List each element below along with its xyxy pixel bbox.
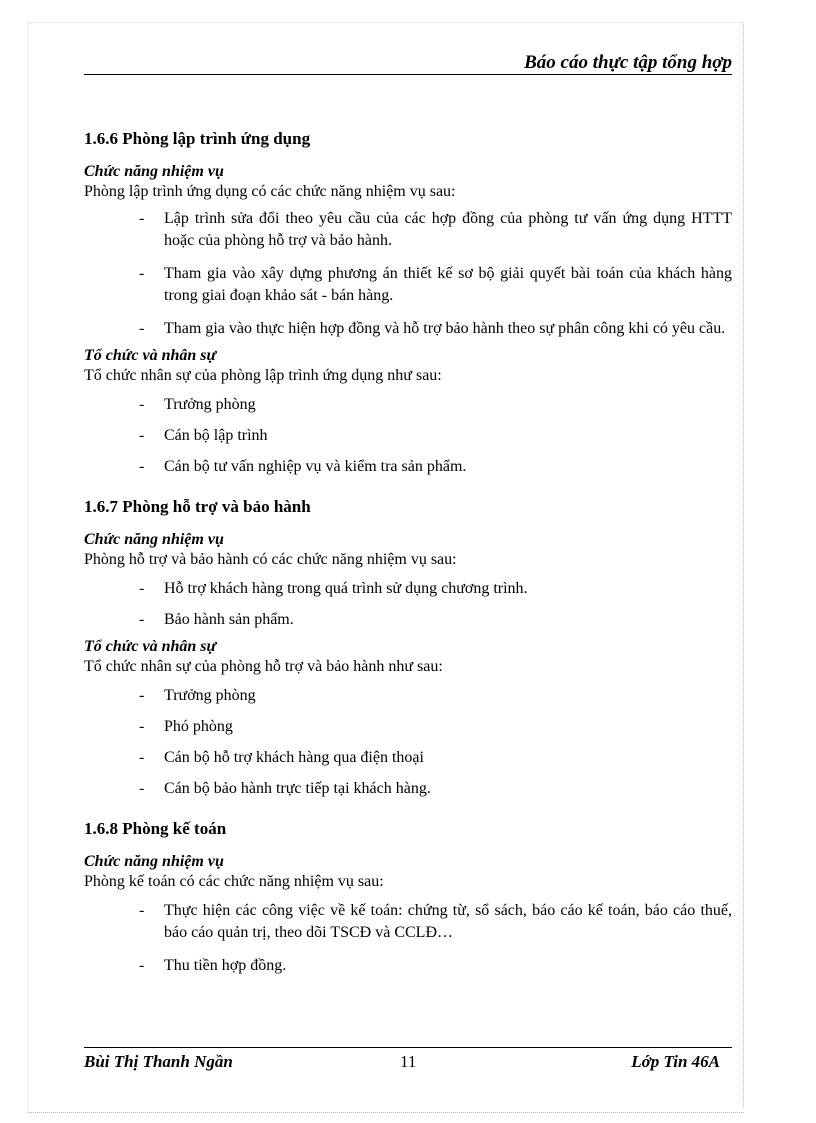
- page-header: [84, 50, 732, 75]
- list-item: [84, 456, 732, 478]
- footer-class: Lớp Tin 46A: [631, 1052, 720, 1071]
- footer-divider: [84, 1047, 732, 1048]
- list-item-text: Trưởng phòng: [164, 396, 256, 413]
- list-item: [84, 685, 732, 707]
- dash-bullet: -: [139, 580, 145, 597]
- list-item-text: Cán bộ hỗ trợ khách hàng qua điện thoại: [164, 749, 424, 766]
- list-item: [84, 778, 732, 800]
- list-item: [84, 208, 732, 252]
- dash-bullet: -: [139, 265, 145, 282]
- list-item: [84, 394, 732, 416]
- function-list: [84, 208, 732, 340]
- dash-bullet: -: [139, 902, 145, 919]
- dash-bullet: -: [139, 611, 145, 628]
- dash-bullet: -: [139, 427, 145, 444]
- page-border-right: [743, 22, 747, 1107]
- function-intro: Phòng kế toán có các chức năng nhiệm vụ sau:: [84, 873, 384, 890]
- dash-bullet: -: [139, 687, 145, 704]
- list-item-text: Thực hiện các công việc về kế toán: chứng từ, sổ sách, báo cáo kế toán, báo cáo thuế, báo cáo quản trị, theo dõi TSCĐ và CCLĐ…: [164, 902, 732, 941]
- list-item-text: Cán bộ tư vấn nghiệp vụ và kiểm tra sản phẩm.: [164, 458, 467, 475]
- dash-bullet: -: [139, 957, 145, 974]
- page-footer: [84, 1052, 732, 1076]
- page-border-left: [28, 22, 29, 1112]
- section-1-6-6: [84, 128, 732, 478]
- function-heading: Chức năng nhiệm vụ: [84, 531, 224, 548]
- list-item-text: Hỗ trợ khách hàng trong quá trình sử dụng chương trình.: [164, 580, 528, 597]
- page-border-top: [28, 22, 744, 23]
- header-title: Báo cáo thực tập tổng hợp: [524, 52, 732, 73]
- section-heading: 1.6.7 Phòng hỗ trợ và bảo hành: [84, 497, 311, 516]
- org-list: [84, 685, 732, 800]
- list-item: [84, 609, 732, 631]
- list-item: [84, 318, 732, 340]
- list-item-text: Thu tiền hợp đồng.: [164, 957, 287, 974]
- function-list: [84, 578, 732, 631]
- list-item: [84, 747, 732, 769]
- section-heading: 1.6.6 Phòng lập trình ứng dụng: [84, 129, 311, 148]
- section-heading: 1.6.8 Phòng kế toán: [84, 819, 227, 838]
- dash-bullet: -: [139, 749, 145, 766]
- org-heading: Tổ chức và nhân sự: [84, 347, 217, 364]
- list-item-text: Tham gia vào xây dựng phương án thiết kế sơ bộ giải quyết bài toán của khách hàng trong giai đoạn khảo sát - bán hàng.: [164, 265, 732, 304]
- function-list: [84, 900, 732, 977]
- org-list: [84, 394, 732, 478]
- function-intro: Phòng hỗ trợ và bảo hành có các chức năng nhiệm vụ sau:: [84, 551, 457, 568]
- dash-bullet: -: [139, 396, 145, 413]
- list-item: [84, 900, 732, 944]
- list-item: [84, 425, 732, 447]
- function-intro: Phòng lập trình ứng dụng có các chức năng nhiệm vụ sau:: [84, 183, 456, 200]
- function-heading: Chức năng nhiệm vụ: [84, 853, 224, 870]
- page-number: 11: [400, 1052, 417, 1071]
- org-intro: Tổ chức nhân sự của phòng lập trình ứng dụng như sau:: [84, 367, 442, 384]
- dash-bullet: -: [139, 718, 145, 735]
- org-heading: Tổ chức và nhân sự: [84, 638, 217, 655]
- dash-bullet: -: [139, 320, 145, 337]
- dash-bullet: -: [139, 780, 145, 797]
- dash-bullet: -: [139, 210, 145, 227]
- section-1-6-7: [84, 496, 732, 800]
- document-body: [84, 128, 732, 988]
- list-item: [84, 578, 732, 600]
- list-item-text: Cán bộ lập trình: [164, 427, 268, 444]
- page-border-bottom: [28, 1112, 744, 1115]
- function-heading: Chức năng nhiệm vụ: [84, 163, 224, 180]
- footer-author: Bùi Thị Thanh Ngần: [84, 1052, 233, 1071]
- list-item-text: Tham gia vào thực hiện hợp đồng và hỗ trợ bảo hành theo sự phân công khi có yêu cầu.: [164, 320, 726, 337]
- dash-bullet: -: [139, 458, 145, 475]
- org-intro: Tổ chức nhân sự của phòng hỗ trợ và bảo hành như sau:: [84, 658, 443, 675]
- list-item-text: Lập trình sửa đổi theo yêu cầu của các hợp đồng của phòng tư vấn ứng dụng HTTT hoặc của phòng hỗ trợ và bảo hành.: [164, 210, 732, 249]
- list-item: [84, 716, 732, 738]
- list-item-text: Cán bộ bảo hành trực tiếp tại khách hàng.: [164, 780, 431, 797]
- list-item: [84, 955, 732, 977]
- list-item-text: Bảo hành sản phẩm.: [164, 611, 294, 628]
- section-1-6-8: [84, 818, 732, 977]
- list-item-text: Phó phòng: [164, 718, 233, 735]
- list-item-text: Trưởng phòng: [164, 687, 256, 704]
- list-item: [84, 263, 732, 307]
